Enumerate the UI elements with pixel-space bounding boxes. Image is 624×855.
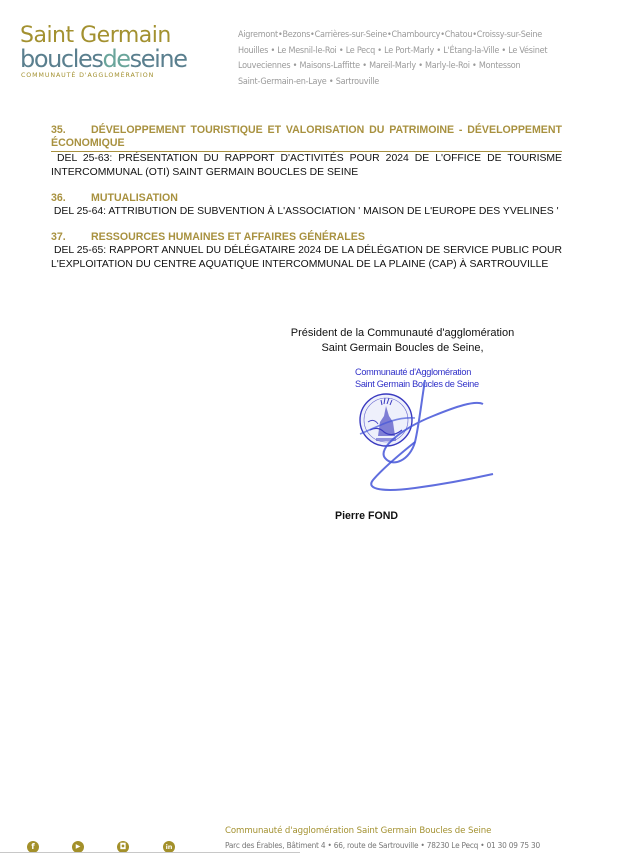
signatory-title xyxy=(270,326,535,356)
footer-address: Parc des Érables, Bâtiment 4 • 66, route de Sartrouville • 78230 Le Pecq • 01 30 09 75 30 xyxy=(225,840,540,850)
section-title: DÉVELOPPEMENT TOURISTIQUE ET VALORISATION DU PATRIMOINE - DÉVELOPPEMENT xyxy=(91,124,562,136)
section-body-37 xyxy=(51,244,562,272)
towns-line: Houilles • Le Mesnil-le-Roi • Le Pecq • Le Port-Marly • L'Étang-la-Ville • Le Vésinet xyxy=(238,45,548,56)
section-heading-37 xyxy=(51,231,562,244)
signatory-role-line: Président de la Communauté d'agglomération xyxy=(290,327,515,339)
handwritten-signature-icon xyxy=(355,370,505,500)
logo xyxy=(20,24,195,84)
logo-de: de xyxy=(102,45,130,73)
section-title-line: ÉCONOMIQUE xyxy=(51,137,125,149)
section-heading-36 xyxy=(51,192,562,205)
member-towns xyxy=(238,28,618,90)
section-title-line xyxy=(51,124,562,137)
logo-boucles: boucles xyxy=(20,45,103,73)
logo-seine: seine xyxy=(129,45,187,73)
logo-line-1: Saint Germain xyxy=(20,23,171,48)
deliberation-line: L'EXPLOITATION DU CENTRE AQUATIQUE INTERCOMMUNAL DE LA PLAINE (CAP) À SARTROUVILLE xyxy=(51,259,549,270)
towns-line: Louveciennes • Maisons-Laffitte • Mareil-Marly • Marly-le-Roi • Montesson xyxy=(238,61,521,72)
towns-line: Aigremont•Bezons•Carrières-sur-Seine•Chambourcy•Chatou•Croissy-sur-Seine xyxy=(238,30,543,40)
section-title: MUTUALISATION xyxy=(91,192,178,204)
stamp-line: Saint Germain Boucles de Seine xyxy=(355,379,479,389)
deliberation-line: DEL 25-64: ATTRIBUTION DE SUBVENTION À L'ASSOCIATION ' MAISON DE L'EUROPE DES YVELINES ' xyxy=(51,206,559,217)
signatory-name: Pierre FOND xyxy=(335,510,398,522)
towns-line: Saint-Germain-en-Laye • Sartrouville xyxy=(238,76,380,87)
stamp-line: Communauté d'Agglomération xyxy=(355,367,472,377)
footer-divider xyxy=(0,852,300,853)
section-body-36 xyxy=(51,205,562,219)
logo-tagline: COMMUNAUTÉ D'AGGLOMÉRATION xyxy=(21,72,155,79)
section-number: 36. xyxy=(51,192,66,204)
section-number: 35. xyxy=(51,124,66,136)
deliberation-line: INTERCOMMUNAL (OTI) SAINT GERMAIN BOUCLES DE SEINE xyxy=(51,167,359,178)
logo-line-2 xyxy=(20,45,187,73)
agenda-content xyxy=(51,124,562,272)
footer-organization: Communauté d'agglomération Saint Germain Boucles de Seine xyxy=(225,826,492,836)
linkedin-icon[interactable]: in xyxy=(163,841,175,853)
signatory-role-line: Saint Germain Boucles de Seine, xyxy=(321,342,484,354)
youtube-icon[interactable]: ▶ xyxy=(72,841,84,853)
section-heading-35 xyxy=(51,124,562,152)
section-title: RESSOURCES HUMAINES ET AFFAIRES GÉNÉRALES xyxy=(91,231,365,243)
deliberation-line: DEL 25-63: PRÉSENTATION DU RAPPORT D'ACTIVITÉS POUR 2024 DE L'OFFICE DE TOURISME xyxy=(51,153,562,164)
facebook-icon[interactable]: f xyxy=(27,841,39,853)
deliberation-line: DEL 25-65: RAPPORT ANNUEL DU DÉLÉGATAIRE 2024 DE LA DÉLÉGATION DE SERVICE PUBLIC POUR xyxy=(51,245,562,256)
section-number: 37. xyxy=(51,231,66,243)
section-body-35 xyxy=(51,152,562,180)
instagram-icon[interactable]: ◘ xyxy=(117,841,129,853)
